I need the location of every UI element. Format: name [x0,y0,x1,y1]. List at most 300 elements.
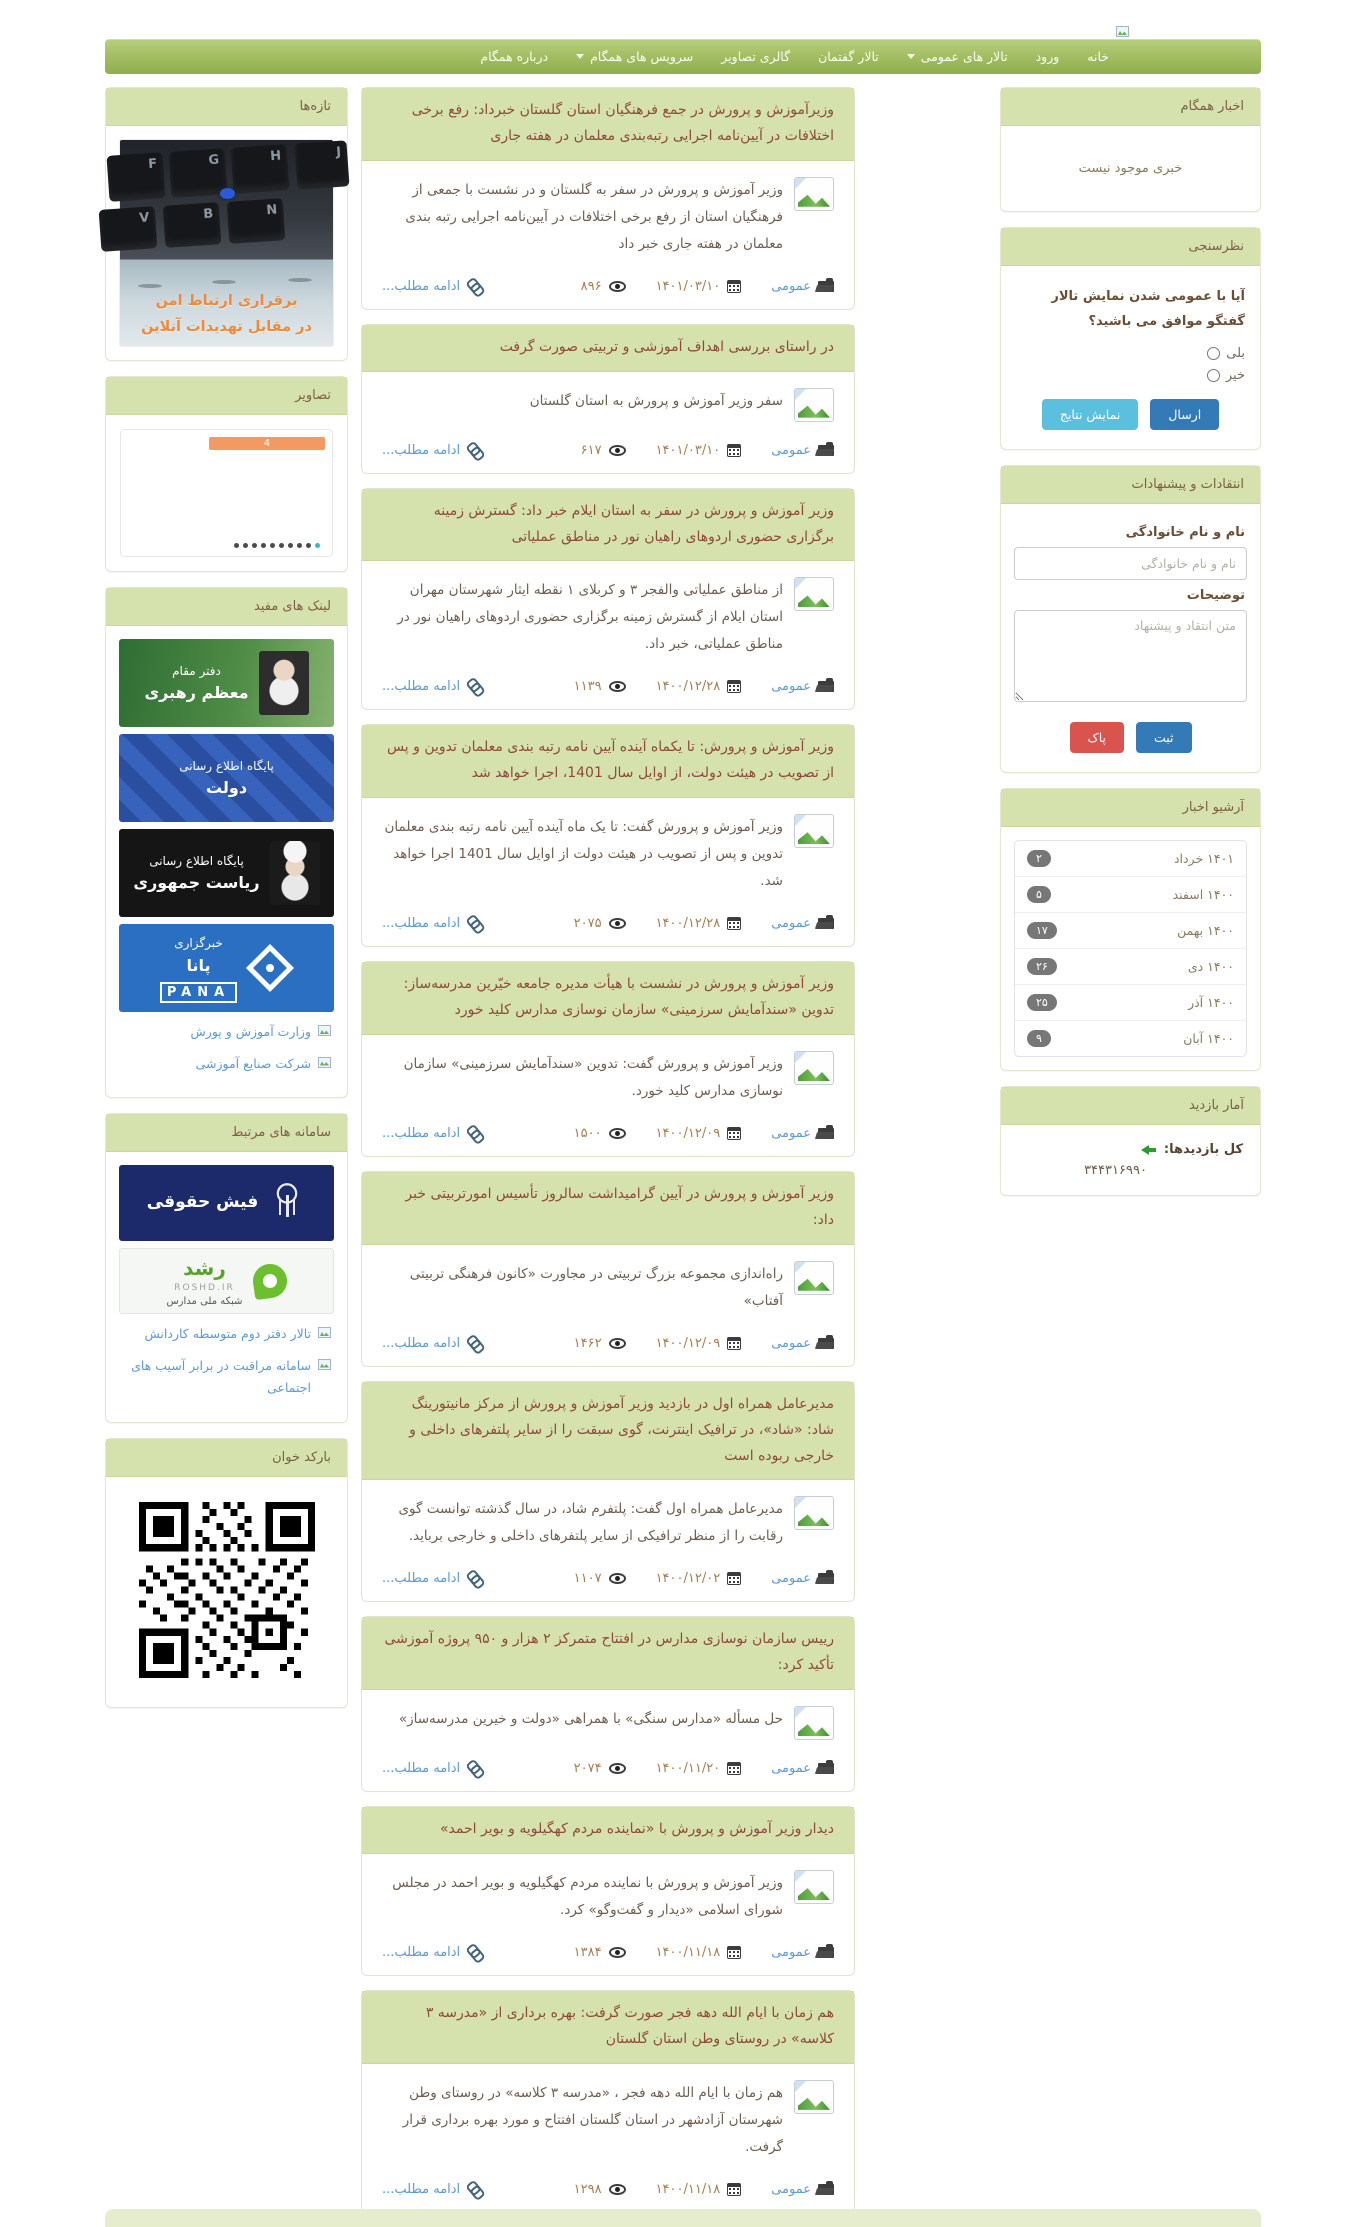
carousel-dot[interactable] [261,543,266,548]
article-card [361,1990,855,2213]
keyboard-key: G [168,148,227,198]
panel-latest [105,87,348,361]
article-summary: وزیر آموزش و پرورش با نماینده مردم کهگیلویه و بویر احمد در مجلس شورای اسلامی «دیدار و گفت‌وگو» کرد. [392,1875,783,1919]
article-views: ۱۳۸۴ [573,1945,602,1961]
broken-image-icon [318,1359,331,1370]
read-more-link[interactable]: ادامه مطلب... [382,442,461,458]
article-summary: سفر وزیر آموزش و پرورش به استان گلستان [529,392,783,409]
carousel-dot[interactable] [279,543,284,548]
article-card [361,87,855,310]
external-link[interactable]: سامانه مراقبت در برابر آسیب های اجتماعی [131,1357,311,1395]
article-body [362,161,854,266]
read-more-link[interactable]: ادامه مطلب... [382,2181,461,2197]
feedback-submit-button[interactable]: ثبت [1136,722,1192,753]
nav-item-label: سرویس های همگام [590,49,694,64]
image-placeholder-icon [794,1261,834,1295]
nav-item[interactable] [893,39,1022,74]
link-row [122,1355,331,1400]
article-date: ۱۴۰۰/۱۲/۰۹ [655,1126,721,1142]
article-category-link[interactable]: عمومی [771,442,811,458]
article-body [362,798,854,903]
banner-title: دولت [205,778,248,798]
eye-icon [609,281,626,292]
main-nav [105,39,1261,74]
image-placeholder-icon [794,1051,834,1085]
broken-image-icon [318,1327,331,1338]
sidebar-left [105,87,348,1723]
carousel-dot[interactable] [252,543,257,548]
article-header [362,1382,854,1481]
article-summary: راه‌اندازی مجموعه بزرگ تربیتی در مجاورت «کانون فرهنگی تربیتی آفتاب» [409,1265,783,1309]
president-banner[interactable] [119,829,334,917]
keyboard-key: V [99,206,158,252]
article-category-link[interactable]: عمومی [771,1571,811,1587]
articles-column [361,87,855,2227]
link-icon [464,440,484,460]
toy-soldier [212,224,236,280]
folder-icon [818,445,834,456]
panel-title: آرشیو اخبار [1001,789,1260,827]
article-title[interactable]: وزیر آموزش و پرورش در آیین گرامیداشت سالروز تأسیس امورتربیتی خبر داد: [405,1186,834,1228]
total-visits-value: ۳۴۴۳۱۶۹۹۰ [1084,1163,1147,1179]
article-card [361,1806,855,1976]
keyboard-key: N [227,198,286,244]
article-header [362,1807,854,1854]
article-header [362,88,854,161]
calendar-icon [727,917,741,930]
name-label: نام و نام خانوادگی [1125,525,1245,541]
description-textarea[interactable] [1014,610,1247,702]
image-placeholder-icon [794,388,834,422]
calendar-icon [727,1946,741,1959]
archive-item[interactable] [1015,877,1246,913]
banner-title: پانا [186,955,211,975]
panel-title: سامانه های مرتبط [106,1114,347,1152]
poll-option [1016,368,1245,383]
panel-title: اخبار همگام [1001,88,1260,126]
broken-image-icon [318,1057,331,1068]
iran-emblem [268,1179,306,1227]
article-header [362,489,854,562]
article-footer [362,1748,854,1791]
link-icon [464,1759,484,1779]
article-body [362,1035,854,1113]
image-placeholder-icon [794,2080,834,2114]
article-date: ۱۴۰۰/۱۱/۱۸ [655,1945,721,1961]
article-summary: از مناطق عملیاتی والفجر ۳ و کربلای ۱ نقطه ایثار شهرستان مهران استان ایلام از گسترش زمینه برگزاری حضوری اردوهای راهیان نور در مناطق عملیاتی، خبر داد. [397,582,783,653]
link-row [122,1021,331,1044]
eye-icon [609,1947,626,1958]
empty-news-text: خبری موجود نیست [1078,161,1183,176]
poll-option-radio[interactable] [1207,369,1220,382]
banner-text [166,1253,242,1310]
eye-icon [609,1573,626,1584]
archive-item[interactable] [1015,913,1246,949]
read-more-link[interactable]: ادامه مطلب... [382,1126,461,1142]
banner-latin-text: ROSHD.IR [174,1282,235,1293]
article-title[interactable]: رییس سازمان نوسازی مدارس در افتتاح متمرکز ۲ هزار و ۹۵۰ پروژه آموزشی تأکید کرد: [384,1631,834,1674]
read-more-link[interactable]: ادامه مطلب... [382,916,461,932]
archive-count-badge: ۲۶ [1027,958,1057,975]
folder-icon [818,281,834,292]
calendar-icon [727,1572,741,1585]
article-views: ۲۰۷۵ [573,916,602,932]
article-footer [362,1113,854,1156]
banner-title: رشد [183,1255,226,1280]
caret-down-icon [576,54,584,59]
read-more-link[interactable]: ادامه مطلب... [382,1571,461,1587]
nav-item-label: گالری تصاویر [721,49,791,64]
banner-subtitle: دفتر مقام [172,663,221,678]
calendar-icon [727,1337,741,1350]
page [105,0,1261,2227]
article-header [362,1617,854,1690]
keyboard-key: H [230,144,289,194]
banner-text [144,661,248,705]
banner-subtitle: پایگاه اطلاع رسانی [149,853,244,868]
article-category-link[interactable]: عمومی [771,1126,811,1142]
article-title[interactable]: وزیر آموزش و پرورش در نشست با هیأت مدیره جامعه خیّرین مدرسه‌ساز: تدوین «سندآمایش سرزمینی» سازمان نوسازی مدارس کلید خورد [403,976,834,1019]
poll-option-radio[interactable] [1207,347,1220,360]
banner-latin-text: PANA [160,982,237,1003]
archive-count-badge: ۲۵ [1027,994,1057,1011]
archive-count-badge: ۲ [1027,850,1051,867]
archive-list [1014,840,1247,1057]
link-icon [464,677,484,697]
article-footer [362,903,854,946]
article-views: ۲۰۷۴ [573,1761,602,1777]
image-caption-line1: برقراری ارتباط امن [155,292,298,309]
calendar-icon [727,280,741,293]
banner-subtitle: پایگاه اطلاع رسانی [179,758,274,773]
article-title[interactable]: هم زمان با ایام الله دهه فجر صورت گرفت: بهره برداری از «مدرسه ۳ کلاسه» در روستای وطن استان گلستان [425,2005,834,2048]
nav-item-label: درباره همگام [480,49,549,64]
article-views: ۱۵۰۰ [573,1126,602,1142]
article-summary: وزیر آموزش و پرورش گفت: تدوین «سندآمایش سرزمینی» سازمان نوسازی مدارس کلید خورد. [403,1056,783,1100]
nav-item-label: ورود [1035,49,1060,64]
poll-show-results-button[interactable]: نمایش نتایج [1042,399,1139,430]
image-caption-line2: در مقابل تهدیدات آنلاین [141,318,312,335]
article-footer [362,266,854,309]
read-more-link[interactable]: ادامه مطلب... [382,1761,461,1777]
article-date: ۱۴۰۱/۰۳/۱۰ [655,442,721,458]
dolat-banner[interactable] [119,734,334,822]
carousel-dot[interactable] [288,543,293,548]
article-body [362,2064,854,2169]
article-body [362,561,854,666]
nav-item-label: خانه [1087,49,1109,64]
archive-item[interactable] [1015,841,1246,877]
qr-code-image [139,1502,315,1678]
link-row [122,1323,331,1346]
calendar-icon [727,444,741,457]
poll-option-label: خیر [1225,368,1245,384]
article-category-link[interactable]: عمومی [771,1335,811,1351]
carousel-dot[interactable] [306,543,311,548]
article-views: ۸۹۶ [580,278,602,294]
image-placeholder-icon [794,1706,834,1740]
banner-subtitle: خبرگزاری [174,936,223,951]
eye-icon [609,1128,626,1139]
panel-barcode [105,1438,348,1708]
carousel-dot[interactable] [243,543,248,548]
fish-banner[interactable] [119,1165,334,1241]
panel-title: بارکد خوان [106,1439,347,1477]
toy-soldier [288,222,312,278]
broken-image-icon [1116,26,1129,37]
banner-title: فیش حقوقی [146,1192,259,1213]
article-card [361,724,855,947]
link-icon [464,1943,484,1963]
image-placeholder-icon [794,1496,834,1530]
article-views: ۱۴۶۲ [573,1335,602,1351]
article-date: ۱۴۰۰/۱۱/۲۰ [655,1761,721,1777]
banner-subtitle: شبکه ملی مدارس [166,1295,243,1307]
pana-banner[interactable] [119,924,334,1012]
panel-related-systems [105,1113,348,1423]
link-icon [464,276,484,296]
article-card [361,1616,855,1792]
folder-icon [818,1573,834,1584]
article-title[interactable]: در راستای بررسی اهداف آموزشی و تربیتی صورت گرفت [499,338,834,355]
panel-title: نظرسنجی [1001,228,1260,266]
article-title[interactable]: وزیر آموزش و پرورش: تا یکماه آینده آیین نامه رتبه بندی معلمان تدوین و پس از تصویب در هیئت دولت، از اوایل سال 1401، اجرا خواهد شد [386,739,834,782]
article-summary: هم زمان با ایام الله دهه فجر ، «مدرسه ۳ کلاسه» در روستای وطن شهرستان آزادشهر در استان گلستان افتتاح و مورد بهره برداری قرار گرفت. [402,2084,783,2155]
article-footer [362,2169,854,2212]
nav-item[interactable] [562,39,707,74]
link-icon [464,914,484,934]
portrait-image [259,651,309,715]
banner-title: معظم رهبری [144,683,249,703]
roshd-logo [250,1262,288,1300]
carousel-dot[interactable] [315,543,320,548]
related-system-banners [119,1165,334,1314]
useful-link-list [119,1021,334,1075]
panel-title: انتقادات و پیشنهادات [1001,466,1260,504]
image-placeholder-icon [794,577,834,611]
article-date: ۱۴۰۰/۱۱/۱۸ [655,2181,721,2197]
banner-text [133,851,259,895]
article-card [361,324,855,474]
latest-news-image[interactable] [119,139,342,347]
article-footer [362,666,854,709]
banner-text [179,756,274,800]
archive-item[interactable] [1015,1021,1246,1056]
toy-soldier [138,228,162,284]
keyboard-key: J [294,140,349,190]
image-placeholder-icon [794,1870,834,1904]
external-link[interactable]: شرکت صنایع آموزشی [195,1055,311,1071]
article-title[interactable]: مدیرعامل همراه اول در بازدید وزیر آموزش و پرورش از مرکز مانیتورینگ شاد: «شاد»، در ترافیک اینترنت، گوی سبقت را از سایر پلتفرهای داخلی و خارجی ربوده است [409,1395,834,1464]
article-body [362,1690,854,1748]
folder-icon [818,918,834,929]
article-footer [362,1932,854,1975]
article-category-link[interactable]: عمومی [771,1761,811,1777]
article-views: ۱۲۹۸ [573,2181,602,2197]
description-label: توضیحات [1186,588,1245,604]
article-summary: حل مسأله «مدارس سنگی» با همراهی «دولت و خیرین مدرسه‌ساز» [398,1711,783,1728]
roshd-banner[interactable] [119,1248,334,1314]
nav-item[interactable] [1073,39,1123,74]
article-summary: مدیرعامل همراه اول گفت: پلتفرم شاد، در سال گذشته توانست گوی رقابت را از منظر ترافیکی از سایر پلتفرهای داخلی و خارجی برباید. [398,1501,783,1545]
archive-item-label: ۱۴۰۱ خرداد [1173,851,1234,867]
poll-option [1016,346,1245,361]
panel-title: تصاویر [106,377,347,415]
carousel-dot[interactable] [234,543,239,548]
archive-item-label: ۱۴۰۰ بهمن [1177,923,1234,939]
read-more-link[interactable]: ادامه مطلب... [382,1945,461,1961]
broken-image-icon [318,1025,331,1036]
leader-banner[interactable] [119,639,334,727]
image-placeholder-icon [794,177,834,211]
archive-item[interactable] [1015,985,1246,1021]
calendar-icon [727,2183,741,2196]
article-footer [362,1323,854,1366]
total-visits-label: کل بازدیدها: [1163,1142,1243,1158]
banner-text [160,933,237,1002]
article-category-link[interactable]: عمومی [771,916,811,932]
trackpoint [220,188,235,199]
article-header [362,1991,854,2064]
link-icon [464,2179,484,2199]
folder-icon [818,2184,834,2195]
related-system-link-list [119,1323,334,1400]
poll-option-label: بلی [1226,346,1245,362]
panel-title: تازه‌ها [106,88,347,126]
panel-stats [1000,1086,1261,1196]
article-header [362,325,854,372]
eye-icon [609,918,626,929]
pana-logo [247,945,293,991]
panel-useful-links [105,587,348,1098]
nav-item[interactable] [804,39,893,74]
archive-item[interactable] [1015,949,1246,985]
carousel-dot[interactable] [270,543,275,548]
nav-item[interactable] [1022,39,1074,74]
article-date: ۱۴۰۰/۱۲/۲۸ [655,679,721,695]
article-header [362,1172,854,1245]
article-card [361,488,855,711]
article-card [361,1171,855,1367]
read-more-link[interactable]: ادامه مطلب... [382,1335,461,1351]
panel-poll [1000,227,1261,450]
archive-count-badge: ۹ [1027,1030,1051,1047]
archive-count-badge: ۱۷ [1027,922,1057,939]
article-category-link[interactable]: عمومی [771,2181,811,2197]
read-more-link[interactable]: ادامه مطلب... [382,679,461,695]
portrait-image [270,841,320,905]
keyboard-key: F [106,152,165,202]
article-card [361,1381,855,1603]
eye-icon [609,1763,626,1774]
article-category-link[interactable]: عمومی [771,679,811,695]
sidebar-right [1000,87,1261,1211]
eye-icon [609,445,626,456]
keyboard-key: B [163,202,222,248]
calendar-icon [727,1127,741,1140]
feedback-clear-button[interactable]: پاک [1070,722,1124,753]
name-input[interactable] [1014,547,1247,580]
article-card [361,961,855,1157]
folder-icon [818,1763,834,1774]
folder-icon [818,1947,834,1958]
link-row [122,1053,331,1076]
panel-hamgam-news [1000,87,1261,212]
link-icon [464,1569,484,1589]
article-category-link[interactable]: عمومی [771,278,811,294]
useful-link-banners [119,639,334,1012]
link-icon [464,1333,484,1353]
article-summary: وزیر آموزش و پرورش گفت: تا یک ماه آینده آیین نامه رتبه بندی معلمان تدوین و پس از تصویب در هیئت دولت از اوایل سال 1401 اجرا خواهد شد. [384,819,783,890]
archive-count-badge: ۵ [1027,886,1051,903]
article-views: ۶۱۷ [580,442,602,458]
external-link[interactable]: وزارت آموزش و پورش [190,1024,311,1039]
article-date: ۱۴۰۰/۱۲/۰۹ [655,1335,721,1351]
article-title[interactable]: وزیر آموزش و پرورش در سفر به استان ایلام خبر داد: گسترش زمینه برگزاری حضوری اردوهای راهیان نور در مناطق عملیاتی [433,502,834,545]
article-body [362,1480,854,1558]
article-footer [362,1558,854,1601]
green-left-arrow-icon [1141,1145,1156,1155]
article-summary: وزیر آموزش و پرورش در سفر به گلستان و در نشست با جمعی از فرهنگیان استان از رفع برخی اختلافات در آیین‌نامه اجرایی رتبه بندی معلمان در هفته جاری خبر داد [405,181,783,252]
image-placeholder-icon [794,814,834,848]
banner-text [147,1190,259,1216]
panel-gallery [105,376,348,572]
panel-title: آمار بازدید [1001,1087,1260,1125]
eye-icon [609,681,626,692]
layout [105,87,1261,2227]
panel-feedback [1000,465,1261,773]
article-title[interactable]: وزیرآموزش و پرورش در جمع فرهنگیان استان گلستان خبرداد: رفع برخی اختلافات در آیین‌نامه اجرایی رتبه‌بندی معلمان در هفته جاری [411,102,834,144]
calendar-icon [727,1762,741,1775]
article-date: ۱۴۰۰/۱۲/۲۸ [655,916,721,932]
gallery-carousel [120,429,333,557]
panel-archive [1000,788,1261,1071]
article-body [362,372,854,430]
footer-band [105,2209,1261,2227]
poll-submit-button[interactable]: ارسال [1150,399,1219,430]
eye-icon [609,2184,626,2195]
caret-down-icon [907,54,915,59]
article-category-link[interactable]: عمومی [771,1945,811,1961]
archive-item-label: ۱۴۰۰ آذر [1188,995,1234,1011]
banner-title: ریاست جمهوری [133,873,260,893]
article-header [362,725,854,798]
nav-item[interactable] [466,39,562,74]
article-body [362,1854,854,1932]
article-date: ۱۴۰۱/۰۳/۱۰ [655,278,721,294]
archive-item-label: ۱۴۰۰ دی [1187,959,1234,975]
carousel-dot[interactable] [297,543,302,548]
archive-item-label: ۱۴۰۰ آبان [1183,1031,1234,1047]
nav-item[interactable] [707,39,804,74]
external-link[interactable]: تالار دفتر دوم متوسطه کاردانش [144,1326,311,1341]
poll-question: آیا با عمومی شدن نمایش تالار گفتگو موافق می باشید؟ [1051,289,1245,329]
panel-title: لینک های مفید [106,588,347,626]
read-more-link[interactable]: ادامه مطلب... [382,278,461,294]
archive-item-label: ۱۴۰۰ اسفند [1172,887,1234,903]
article-title[interactable]: دیدار وزیر آموزش و پرورش با «نماینده مردم کهگیلویه و بویر احمد» [439,1821,834,1838]
article-date: ۱۴۰۰/۱۲/۰۲ [655,1571,721,1587]
article-footer [362,430,854,473]
eye-icon [609,1338,626,1349]
article-views: ۱۱۳۹ [573,679,602,695]
nav-item-label: تالار های عمومی [920,49,1008,64]
carousel-progress-bar: 4 [209,437,325,450]
article-views: ۱۱۰۷ [573,1571,602,1587]
folder-icon [818,1338,834,1349]
article-body [362,1245,854,1323]
calendar-icon [727,680,741,693]
